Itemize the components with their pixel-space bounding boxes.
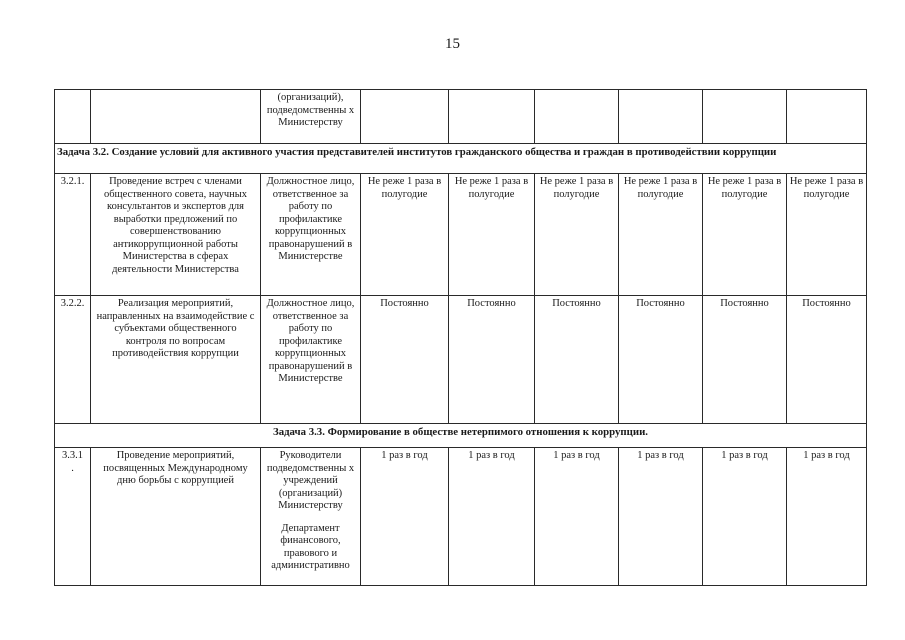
period-cell: 1 раз в год [619,448,703,586]
measures-table [54,89,867,586]
period-cell: Постоянно [787,296,867,424]
period-cell [703,90,787,144]
period-cell: Постоянно [361,296,449,424]
period-cell: Не реже 1 раза в полугодие [703,174,787,296]
row-number-cell: 3.2.1. [55,174,91,296]
period-cell [361,90,449,144]
period-cell: 1 раз в год [787,448,867,586]
period-cell: Постоянно [449,296,535,424]
period-cell [449,90,535,144]
responsible-cell: Должностное лицо, ответственное за работу по профилактике коррупционных правонарушений в Министерстве [261,174,361,296]
responsible-cell [261,448,361,586]
period-cell [787,90,867,144]
period-cell [619,90,703,144]
activity-cell: Реализация мероприятий, направленных на взаимодействие с субъектами общественного контроля по вопросам противодействия коррупции [91,296,261,424]
row-number-cell: 3.2.2. [55,296,91,424]
period-cell: Не реже 1 раза в полугодие [535,174,619,296]
period-cell: 1 раз в год [361,448,449,586]
period-cell: Не реже 1 раза в полугодие [449,174,535,296]
period-cell [535,90,619,144]
row-number-cell: 3.3.1 . [55,448,91,586]
period-cell: Не реже 1 раза в полугодие [361,174,449,296]
period-cell: 1 раз в год [535,448,619,586]
task-3-3-heading: Задача 3.3. Формирование в обществе нетерпимого отношения к коррупции. [55,424,867,448]
activity-cell [91,90,261,144]
table-row-continuation [55,90,867,144]
task-heading-row [55,144,867,174]
row-number-cell [55,90,91,144]
responsible-cell: (организаций), подведомственны х Министерству [261,90,361,144]
responsible-text-2: Департамент финансового, правового и административно [271,522,350,571]
responsible-text-1: Руководители подведомственны х учреждений (организаций) Министерству [266,450,355,511]
period-cell: Постоянно [619,296,703,424]
responsible-cell: Должностное лицо, ответственное за работу по профилактике коррупционных правонарушений в Министерстве [261,296,361,424]
period-cell: Постоянно [535,296,619,424]
page-number: 15 [445,36,460,52]
table-row [55,448,867,586]
period-cell: Не реже 1 раза в полугодие [619,174,703,296]
activity-cell: Проведение встреч с членами общественного совета, научных консультантов и экспертов для выработки предложений по совершенствованию антикоррупционной работы Министерства в сферах деятельности Министерства [91,174,261,296]
period-cell: Постоянно [703,296,787,424]
period-cell: Не реже 1 раза в полугодие [787,174,867,296]
table-row [55,174,867,296]
activity-cell: Проведение мероприятий, посвященных Международному дню борьбы с коррупцией [91,448,261,586]
table-row [55,296,867,424]
period-cell: 1 раз в год [703,448,787,586]
task-heading-row [55,424,867,448]
period-cell: 1 раз в год [449,448,535,586]
task-3-2-heading: Задача 3.2. Создание условий для активного участия представителей институтов гражданского общества и граждан в противодействии коррупции [55,144,867,174]
